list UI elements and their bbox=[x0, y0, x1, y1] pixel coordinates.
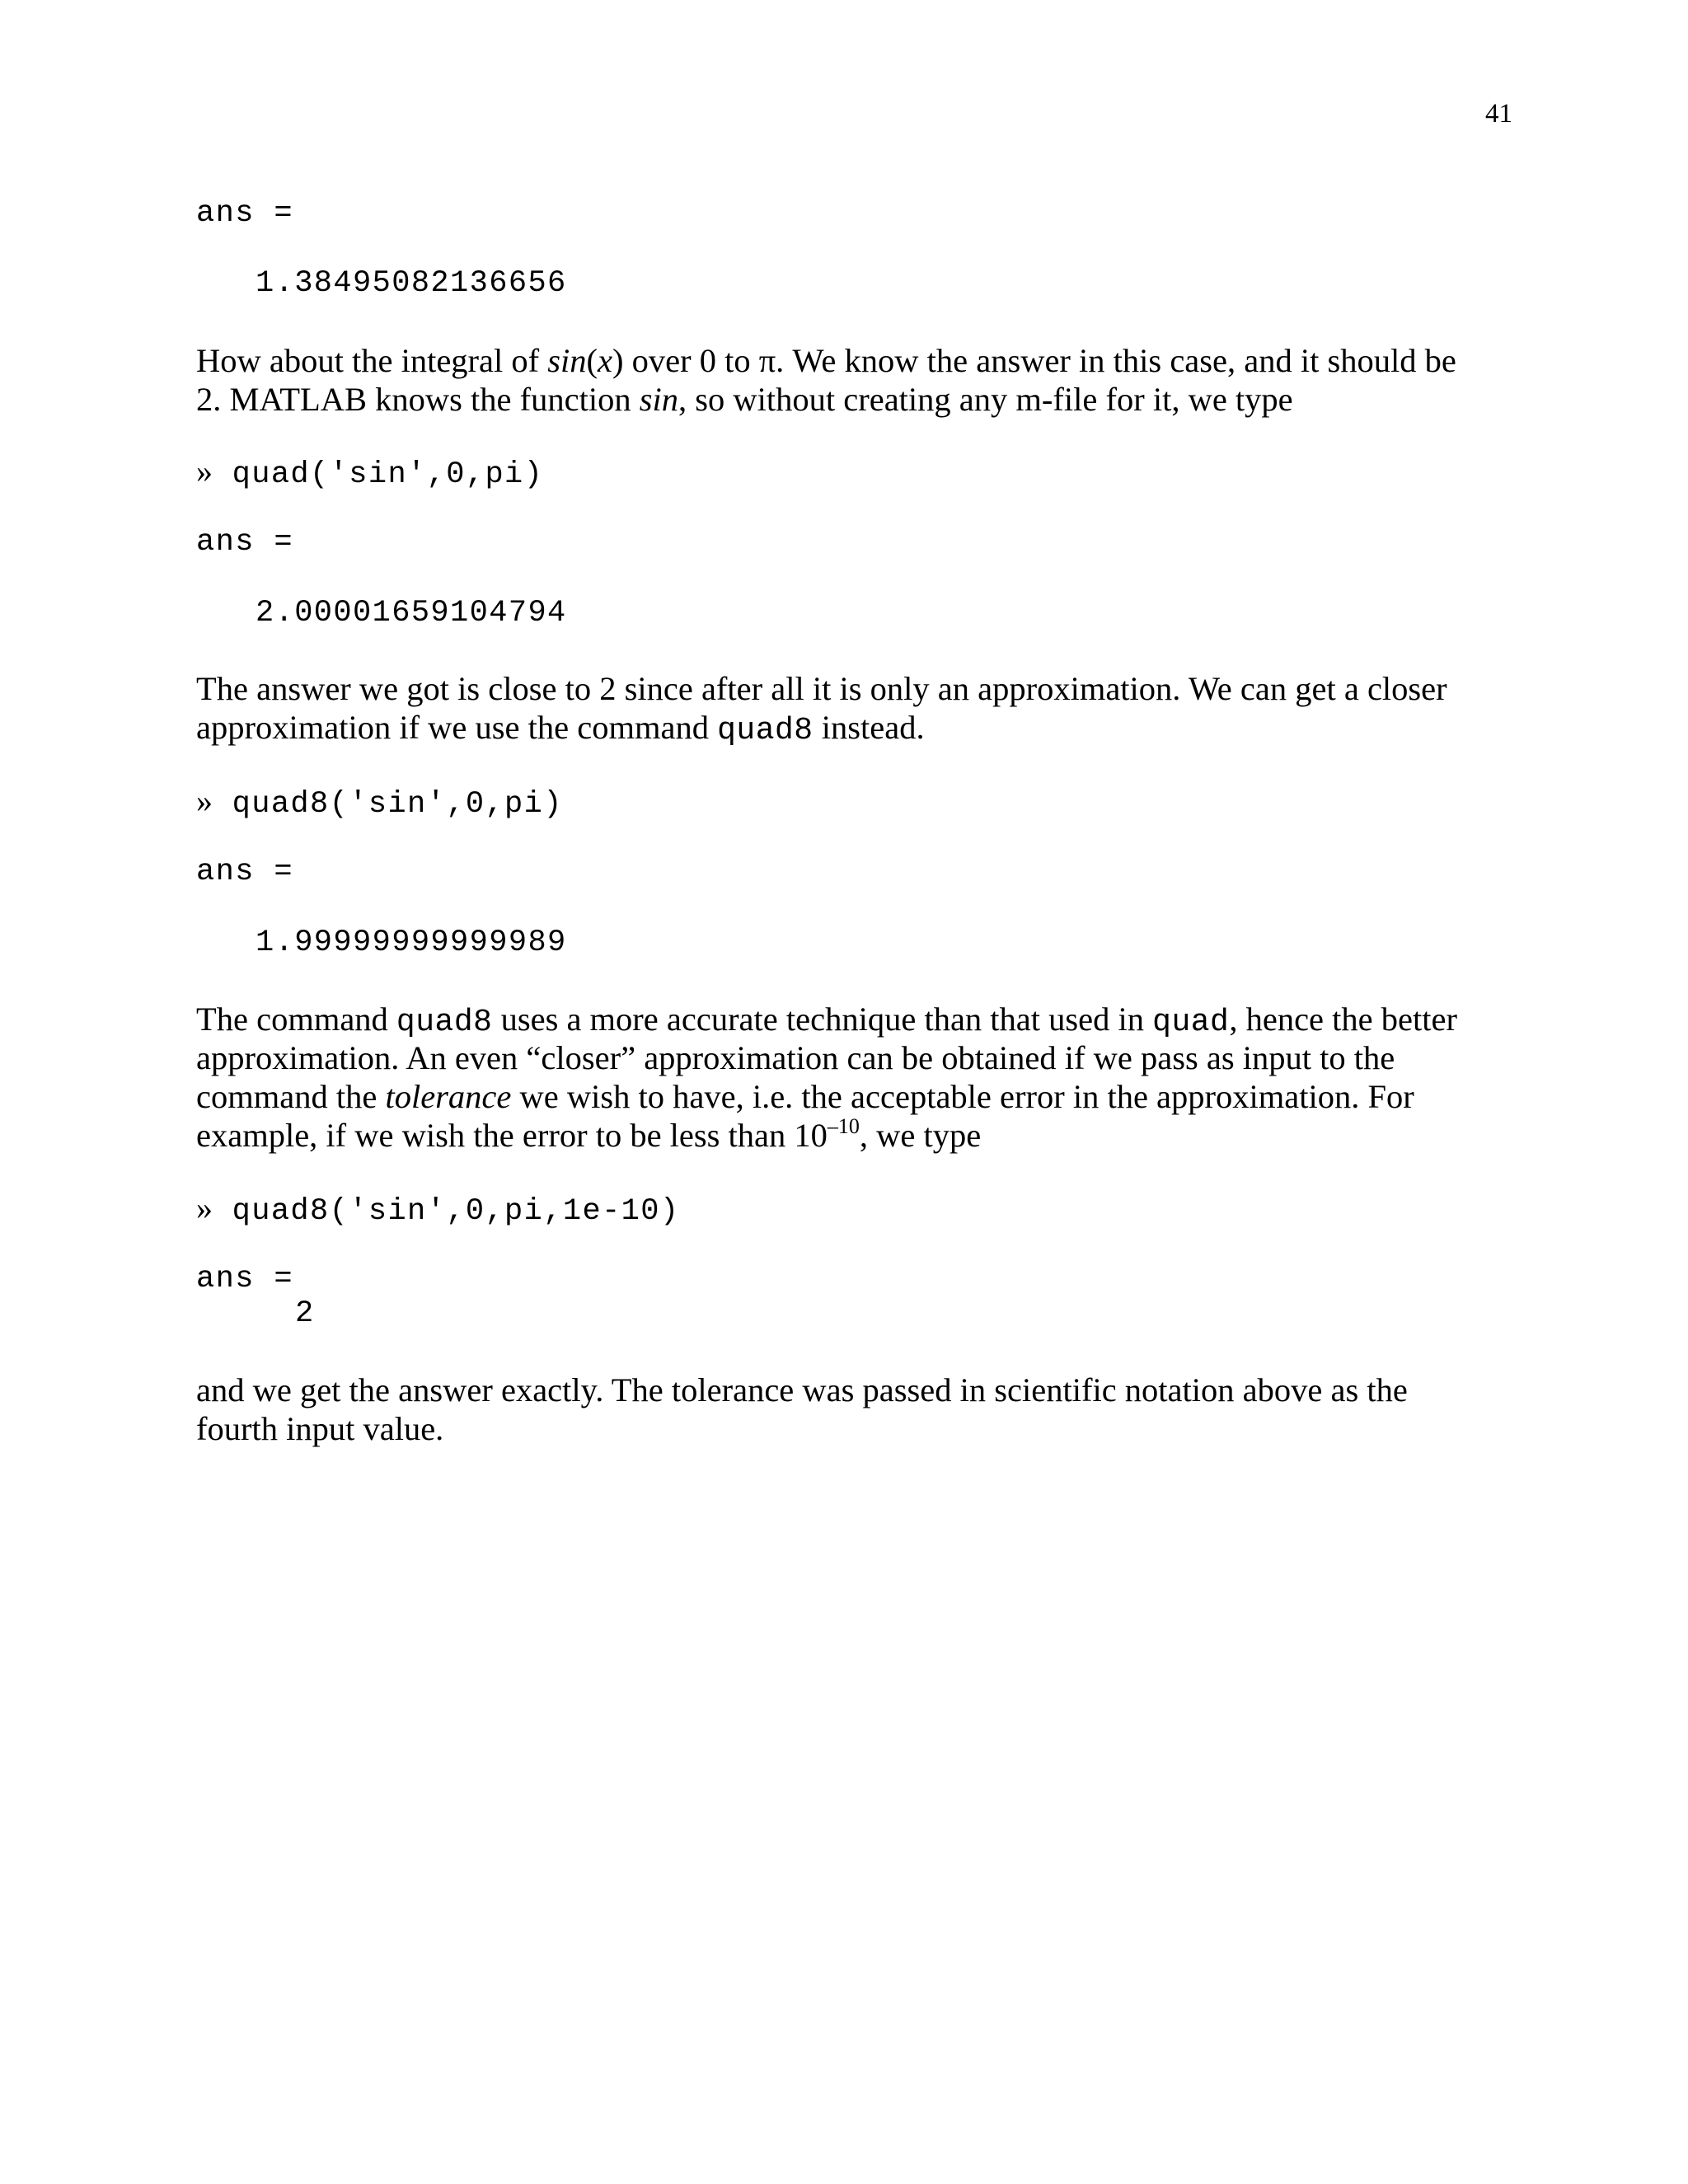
command-text: quad8('sin',0,pi,1e-10) bbox=[232, 1194, 680, 1229]
ans-label: ans = bbox=[196, 1262, 294, 1296]
variable-name: x bbox=[598, 342, 613, 379]
paragraph-conclusion: and we get the answer exactly. The tolerance was passed in scientific notation above as the fourth input value. bbox=[196, 1371, 1408, 1447]
inline-code: quad8 bbox=[717, 713, 814, 748]
page-number: 41 bbox=[1485, 99, 1512, 129]
ans-label: ans = bbox=[196, 855, 294, 889]
prompt-symbol: » bbox=[196, 452, 213, 490]
ans-value: 2 bbox=[295, 1296, 315, 1331]
ans-label: ans = bbox=[196, 196, 294, 231]
inline-code: quad8 bbox=[396, 1005, 493, 1040]
command-text: quad8('sin',0,pi) bbox=[232, 787, 563, 822]
command-line bbox=[196, 1190, 680, 1230]
inline-code: quad bbox=[1152, 1005, 1230, 1040]
ans-label: ans = bbox=[196, 525, 294, 560]
command-text: quad('sin',0,pi) bbox=[232, 457, 544, 492]
exponent: –10 bbox=[827, 1114, 860, 1138]
ans-value: 2.00001659104794 bbox=[256, 596, 567, 630]
prompt-symbol: » bbox=[196, 1189, 213, 1226]
paragraph-integral-sin: How about the integral of sin(x) over 0 to π. We know the answer in this case, and it should be 2. MATLAB knows the function sin, so without creating any m-file for it, we type bbox=[196, 342, 1456, 418]
emphasis: tolerance bbox=[385, 1078, 512, 1115]
command-line bbox=[196, 453, 543, 493]
ans-value: 1.38495082136656 bbox=[256, 266, 567, 301]
function-name: sin bbox=[639, 381, 678, 418]
ans-value: 1.99999999999989 bbox=[256, 926, 567, 960]
prompt-symbol: » bbox=[196, 782, 213, 819]
function-name: sin bbox=[547, 342, 587, 379]
paragraph-approximation: The answer we got is close to 2 since after all it is only an approximation. We can get a closer approximation if we use the command quad8 instead. bbox=[196, 670, 1447, 748]
paragraph-tolerance: The command quad8 uses a more accurate technique than that used in quad, hence the better approximation. An even “closer” approximation can be obtained if we pass as input to the command the tolerance we wish to have, i.e. the acceptable error in the approximation. For example, if we wish the error to be less than $10^{-10}$, we type bbox=[196, 1001, 1457, 1154]
command-line bbox=[196, 783, 563, 823]
